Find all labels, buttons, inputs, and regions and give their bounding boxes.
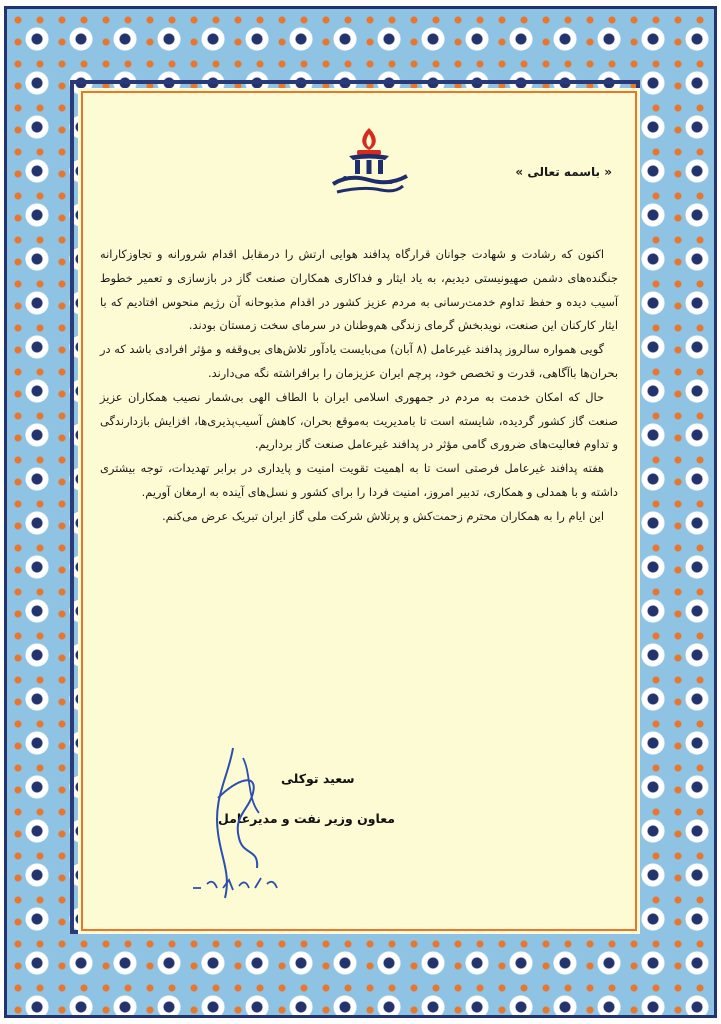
handwritten-signature-icon xyxy=(173,738,293,918)
letter-paper xyxy=(78,88,640,934)
paragraph: گویی همواره سالروز پدافند غیرعامل (۸ آبان) می‌بایست یادآور تلاش‌های بی‌وقفه و مؤثر افرادی باشد که در بحران‌ها باآگاهی، قدرت و تخصص خود، پرچم ایران عزیزمان را برافراشته نگه می‌دارند. xyxy=(100,342,618,380)
paragraph: هفته پدافند غیرعامل فرصتی است تا به اهمیت تقویت امنیت و پایداری در برابر تهدیدات، توجه بیشتری داشته و با همدلی و همکاری، تدبیر امروز، امنیت فردا را برای کشور و نسل‌های آینده به ارمغان آوریم. xyxy=(100,461,618,499)
nigc-logo-icon xyxy=(319,126,419,198)
paragraph: حال که امکان خدمت به مردم در جمهوری اسلامی ایران با الطاف الهی بی‌شمار نصیب همکاران عزیز صنعت گاز کشور گردیده، شایسته است تا بامدیریت به‌موقع بحران، کاهش آسیب‌پذیری‌ها، افزایش بازدارندگی و تداوم فعالیت‌های ضروری گامی مؤثر در پدافند غیرعامل صنعت گاز برداریم. xyxy=(100,389,618,452)
letter-body xyxy=(100,243,618,529)
paragraph: این ایام را به همکاران محترم زحمت‌کش و پرتلاش شرکت ملی گاز ایران تبریک عرض می‌کنم. xyxy=(162,508,604,523)
paragraph: اکنون که رشادت و شهادت جوانان قرارگاه پدافند هوایی ارتش را درمقابل اقدام شرورانه و تجاوزکارانه جنگنده‌های دشمن صهیونیستی دیدیم، به یاد ایثار و فداکاری همکاران صنعت گاز در بازسازی و تعمیر خطوط آسیب دیده و حفظ تداوم خدمت‌رسانی به مردم عزیز کشور در اقدام مذبوحانه آن رژیم منحوس افتادیم که با ایثار کارکنان این صنعت، نویدبخش گرمای زندگی هم‌وطنان در سرمای سخت زمستان بودند. xyxy=(100,247,618,333)
signatory-title: معاون وزیر نفت و مدیرعامل xyxy=(218,811,396,826)
signatory-name: سعید توکلی xyxy=(281,771,355,786)
greeting-heading: « باسمه تعالی » xyxy=(515,165,612,179)
